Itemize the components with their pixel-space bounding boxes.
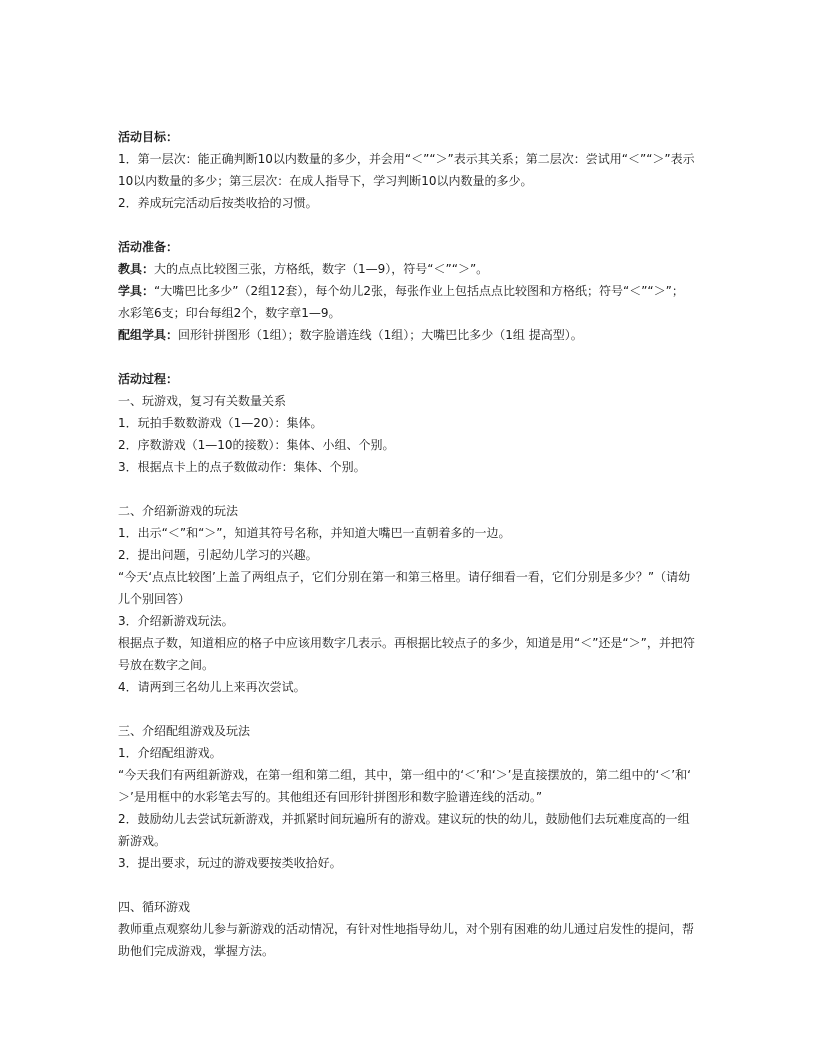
goal-line: 2．养成玩完活动后按类收拾的习惯。	[118, 196, 318, 210]
part-line: 1．介绍配组游戏。	[118, 746, 222, 760]
section-heading-process: 活动过程：	[118, 372, 179, 386]
prep-learning-text: “大嘴巴比多少”（2组12套），每个幼儿2张，每张作业上包括点点比较图和方格纸；符号“＜”“＞”；	[154, 284, 684, 298]
spacer	[118, 346, 698, 368]
prep-teaching-text: 大的点点比较图三张，方格纸，数字（1—9），符号“＜”“＞”。	[154, 262, 489, 276]
part-line: 3．介绍新游戏玩法。	[118, 614, 234, 628]
part-line: 新游戏。	[118, 834, 167, 848]
part-line: 3．提出要求，玩过的游戏要按类收拾好。	[118, 856, 342, 870]
part-line: 号放在数字之间。	[118, 658, 215, 672]
part-line: 2．提出问题，引起幼儿学习的兴趣。	[118, 548, 318, 562]
prep-teaching-line	[118, 258, 698, 280]
prep-group-label: 配组学具：	[118, 328, 179, 342]
part-line: 2．序数游戏（1—10的接数）：集体、小组、个别。	[118, 438, 395, 452]
part-line: 教师重点观察幼儿参与新游戏的活动情况，有针对性地指导幼儿，对个别有困难的幼儿通过启发性的提问，帮	[118, 922, 695, 936]
document-page	[118, 126, 698, 962]
part-line: “今天我们有两组新游戏，在第一组和第二组，其中，第一组中的‘＜’和‘＞’是直接摆放的，第二组中的‘＜’和‘	[118, 768, 691, 782]
prep-learning-line-cont: 水彩笔6支；印台每组2个，数字章1—9。	[118, 306, 341, 320]
part-line: 助他们完成游戏，掌握方法。	[118, 944, 275, 958]
goal-line: 10以内数量的多少；第三层次：在成人指导下，学习判断10以内数量的多少。	[118, 174, 533, 188]
section-heading-goal: 活动目标：	[118, 130, 179, 144]
part-title: 四、循环游戏	[118, 900, 191, 914]
prep-group-text: 回形针拼图形（1组）；数字脸谱连线（1组）；大嘴巴比多少（1组 提高型）。	[178, 328, 583, 342]
part-line: 4．请两到三名幼儿上来再次尝试。	[118, 680, 306, 694]
part-line: “今天‘点点比较图’上盖了两组点子，它们分别在第一和第三格里。请仔细看一看，它们分别是多少？”（请幼	[118, 570, 691, 584]
section-heading-prep: 活动准备：	[118, 240, 179, 254]
part-title: 三、介绍配组游戏及玩法	[118, 724, 251, 738]
part-line: 根据点子数，知道相应的格子中应该用数字几表示。再根据比较点子的多少，知道是用“＜”还是“＞”，并把符	[118, 636, 695, 650]
spacer	[118, 214, 698, 236]
spacer	[118, 874, 698, 896]
part-line: 1．玩拍手数数游戏（1—20）：集体。	[118, 416, 323, 430]
spacer	[118, 698, 698, 720]
prep-group-line	[118, 324, 698, 346]
part-line: ＞’是用框中的水彩笔去写的。其他组还有回形针拼图形和数字脸谱连线的活动。”	[118, 790, 543, 804]
prep-teaching-label: 教具：	[118, 262, 155, 276]
part-title: 一、玩游戏，复习有关数量关系	[118, 394, 287, 408]
spacer	[118, 478, 698, 500]
goal-line: 1．第一层次：能正确判断10以内数量的多少，并会用“＜”“＞”表示其关系；第二层次：尝试用“＜”“＞”表示	[118, 152, 695, 166]
prep-learning-line	[118, 280, 698, 302]
part-line: 1．出示“＜”和“＞”，知道其符号名称，并知道大嘴巴一直朝着多的一边。	[118, 526, 511, 540]
part-line: 3．根据点卡上的点子数做动作：集体、个别。	[118, 460, 366, 474]
part-line: 儿个别回答）	[118, 592, 191, 606]
part-title: 二、介绍新游戏的玩法	[118, 504, 239, 518]
prep-learning-label: 学具：	[118, 284, 155, 298]
part-line: 2．鼓励幼儿去尝试玩新游戏，并抓紧时间玩遍所有的游戏。建议玩的快的幼儿，鼓励他们去玩难度高的一组	[118, 812, 690, 826]
